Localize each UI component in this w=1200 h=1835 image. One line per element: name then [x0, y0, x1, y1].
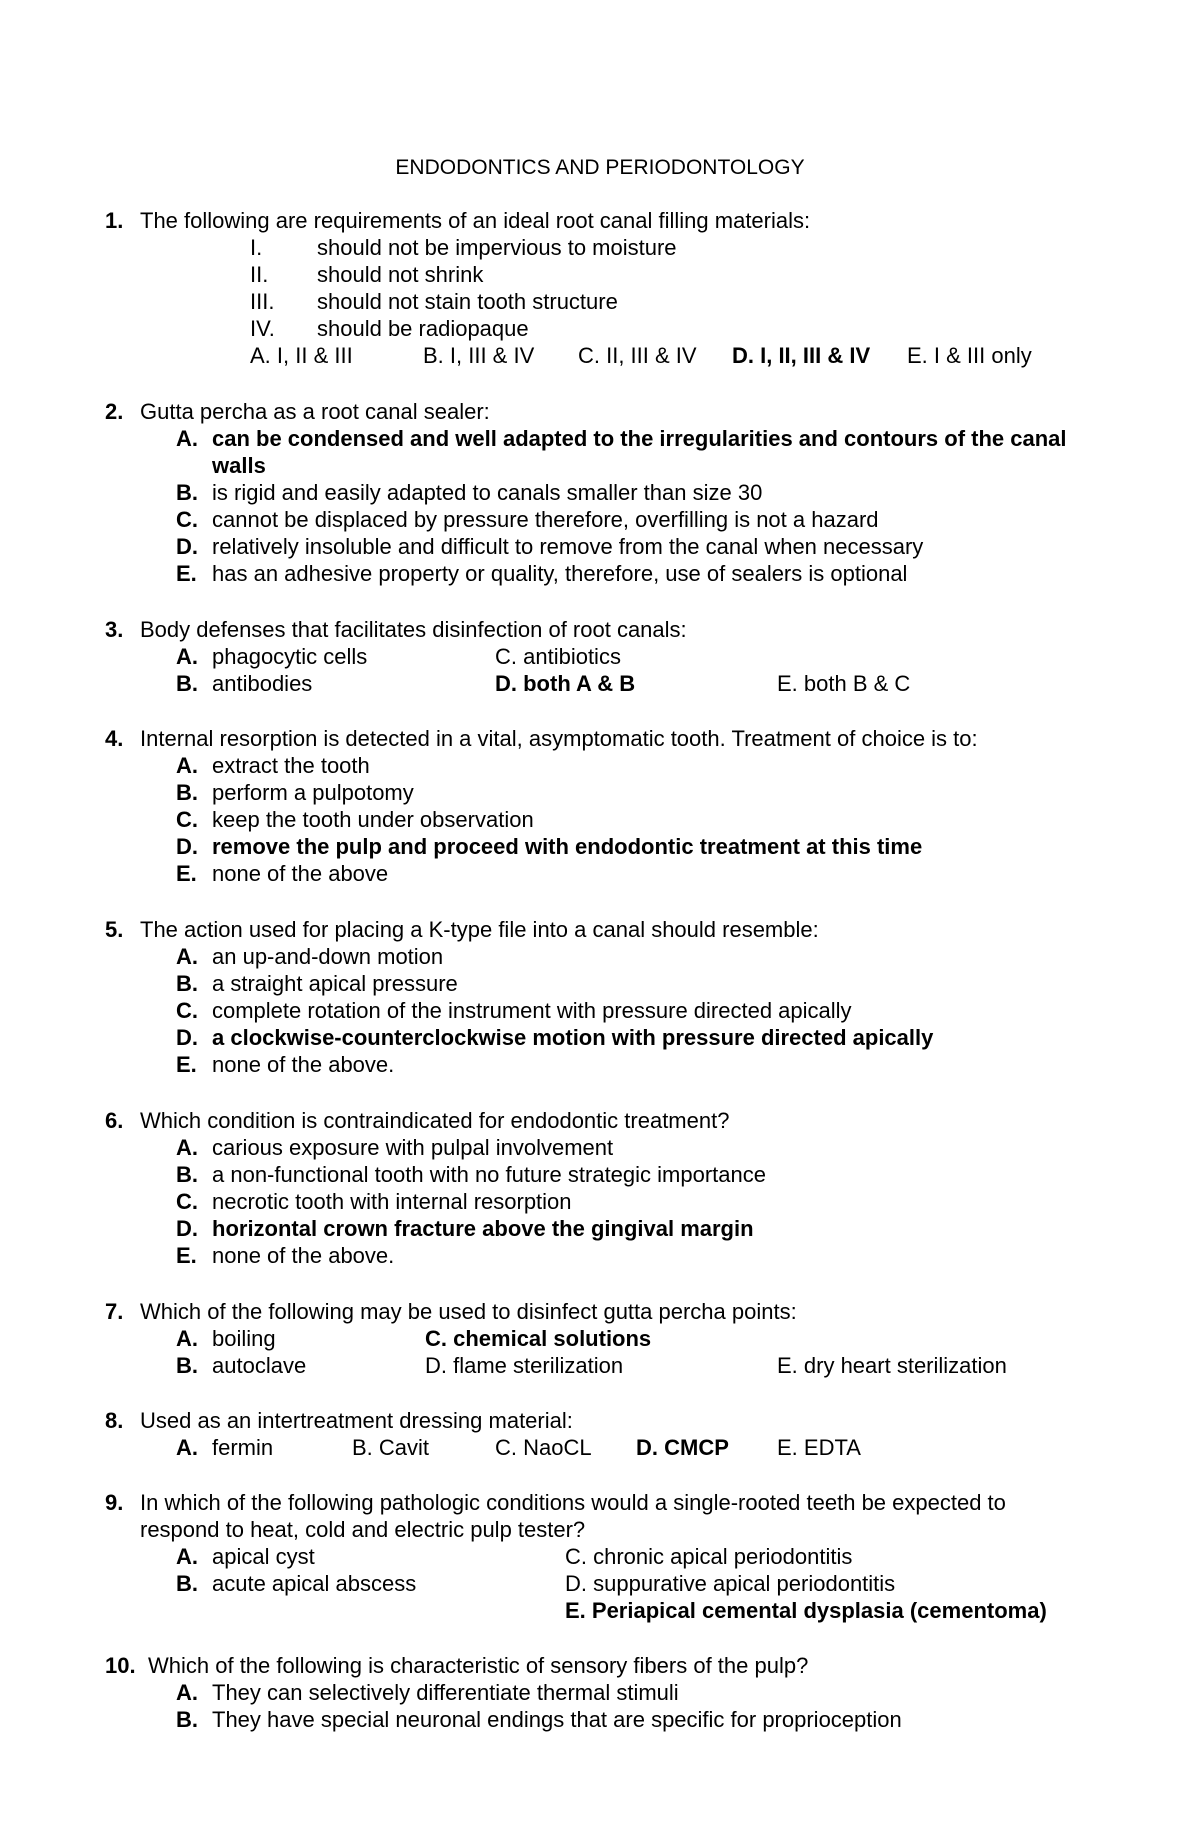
- question-number: 6.: [105, 1108, 124, 1133]
- question-number: 8.: [105, 1408, 124, 1433]
- option-b: B. I, III & IV: [423, 343, 535, 368]
- option-label: C.: [176, 1189, 198, 1214]
- option-label: A.: [176, 1135, 198, 1160]
- option-label: B.: [176, 1571, 198, 1596]
- option-label: D.: [176, 834, 198, 859]
- option-d-answer: D. CMCP: [636, 1435, 729, 1460]
- page-title: ENDODONTICS AND PERIODONTOLOGY: [395, 156, 805, 179]
- option-label: B.: [176, 780, 198, 805]
- question-number: 2.: [105, 399, 124, 424]
- option-label: B.: [176, 1353, 198, 1378]
- option-label: C.: [176, 807, 198, 832]
- roman-item: should be radiopaque: [317, 316, 529, 341]
- question-number: 10.: [105, 1653, 136, 1678]
- option-label: E.: [176, 561, 197, 586]
- option-d-answer: remove the pulp and proceed with endodontic treatment at this time: [212, 834, 923, 859]
- option-b: autoclave: [212, 1353, 307, 1378]
- question-number: 1.: [105, 208, 124, 233]
- option-d-answer: D. both A & B: [495, 671, 636, 696]
- option-e-answer: E. Periapical cemental dysplasia (cementoma): [565, 1598, 1047, 1623]
- option-c: complete rotation of the instrument with pressure directed apically: [212, 998, 852, 1023]
- option-label: A.: [176, 944, 198, 969]
- question-stem: The action used for placing a K-type file into a canal should resemble:: [140, 917, 819, 942]
- question-number: 4.: [105, 726, 124, 751]
- option-label: A.: [176, 426, 198, 451]
- option-d: D. flame sterilization: [425, 1353, 624, 1378]
- option-label: A.: [176, 1680, 198, 1705]
- option-a: phagocytic cells: [212, 644, 368, 669]
- option-label: D.: [176, 1216, 198, 1241]
- option-a: They can selectively differentiate thermal stimuli: [212, 1680, 679, 1705]
- option-a-answer-cont: walls: [212, 453, 266, 478]
- option-e: none of the above.: [212, 1052, 395, 1077]
- option-b: perform a pulpotomy: [212, 780, 414, 805]
- option-d-answer: horizontal crown fracture above the gingival margin: [212, 1216, 754, 1241]
- option-b: a non-functional tooth with no future strategic importance: [212, 1162, 766, 1187]
- option-d: relatively insoluble and difficult to remove from the canal when necessary: [212, 534, 924, 559]
- option-b: is rigid and easily adapted to canals smaller than size 30: [212, 480, 763, 505]
- option-label: D.: [176, 1025, 198, 1050]
- question-stem: Body defenses that facilitates disinfection of root canals:: [140, 617, 687, 642]
- option-label: C.: [176, 998, 198, 1023]
- roman-numeral: IV.: [250, 316, 275, 341]
- roman-numeral: II.: [250, 262, 269, 287]
- question-4: [105, 725, 1145, 887]
- option-a: fermin: [212, 1435, 274, 1460]
- question-stem: Which condition is contraindicated for endodontic treatment?: [140, 1108, 730, 1133]
- option-a: an up-and-down motion: [212, 944, 444, 969]
- option-label: C.: [176, 507, 198, 532]
- question-number: 9.: [105, 1490, 124, 1515]
- question-7: [105, 1298, 1145, 1379]
- option-d: D. suppurative apical periodontitis: [565, 1571, 896, 1596]
- option-label: A.: [176, 1435, 198, 1460]
- option-c: C. chronic apical periodontitis: [565, 1544, 853, 1569]
- option-label: B.: [176, 971, 198, 996]
- question-9: [105, 1489, 1145, 1624]
- question-number: 3.: [105, 617, 124, 642]
- option-label: E.: [176, 1243, 197, 1268]
- roman-numeral: III.: [250, 289, 275, 314]
- option-a: carious exposure with pulpal involvement: [212, 1135, 614, 1160]
- option-label: B.: [176, 1707, 198, 1732]
- option-b: antibodies: [212, 671, 313, 696]
- option-c: necrotic tooth with internal resorption: [212, 1189, 572, 1214]
- question-2: [105, 398, 1145, 587]
- question-3: [105, 616, 1145, 697]
- option-c: keep the tooth under observation: [212, 807, 534, 832]
- question-stem-cont: respond to heat, cold and electric pulp tester?: [140, 1517, 586, 1542]
- roman-item: should not stain tooth structure: [317, 289, 618, 314]
- option-label: B.: [176, 1162, 198, 1187]
- question-5: [105, 916, 1145, 1078]
- question-stem: In which of the following pathologic conditions would a single-rooted teeth be expected to: [140, 1490, 1006, 1515]
- option-a: apical cyst: [212, 1544, 315, 1569]
- option-e: E. both B & C: [777, 671, 911, 696]
- option-label: E.: [176, 1052, 197, 1077]
- option-label: A.: [176, 1326, 198, 1351]
- roman-item: should not be impervious to moisture: [317, 235, 677, 260]
- option-e: has an adhesive property or quality, therefore, use of sealers is optional: [212, 561, 908, 586]
- option-c: C. NaoCL: [495, 1435, 592, 1460]
- option-a: A. I, II & III: [250, 343, 353, 368]
- option-label: A.: [176, 753, 198, 778]
- option-b: acute apical abscess: [212, 1571, 417, 1596]
- question-stem: Gutta percha as a root canal sealer:: [140, 399, 490, 424]
- option-label: B.: [176, 480, 198, 505]
- option-e: none of the above: [212, 861, 389, 886]
- option-e: none of the above.: [212, 1243, 395, 1268]
- option-e: E. EDTA: [777, 1435, 861, 1460]
- roman-numeral: I.: [250, 235, 263, 260]
- option-a: boiling: [212, 1326, 276, 1351]
- question-stem: Used as an intertreatment dressing material:: [140, 1408, 573, 1433]
- option-label: A.: [176, 644, 198, 669]
- question-stem: Internal resorption is detected in a vital, asymptomatic tooth. Treatment of choice is to:: [140, 726, 978, 751]
- question-6: [105, 1107, 1145, 1269]
- question-number: 7.: [105, 1299, 124, 1324]
- option-label: D.: [176, 534, 198, 559]
- option-a: extract the tooth: [212, 753, 370, 778]
- option-label: A.: [176, 1544, 198, 1569]
- question-stem: The following are requirements of an ideal root canal filling materials:: [140, 208, 811, 233]
- option-a-answer: can be condensed and well adapted to the irregularities and contours of the canal: [212, 426, 1067, 451]
- option-c: C. antibiotics: [495, 644, 621, 669]
- question-1: [105, 207, 1145, 369]
- option-b: B. Cavit: [352, 1435, 430, 1460]
- question-8: [105, 1407, 1145, 1461]
- option-b: They have special neuronal endings that are specific for proprioception: [212, 1707, 902, 1732]
- option-e: E. I & III only: [907, 343, 1032, 368]
- question-number: 5.: [105, 917, 124, 942]
- option-d-answer: D. I, II, III & IV: [732, 343, 871, 368]
- option-e: E. dry heart sterilization: [777, 1353, 1007, 1378]
- option-d-answer: a clockwise-counterclockwise motion with pressure directed apically: [212, 1025, 934, 1050]
- question-stem: Which of the following is characteristic of sensory fibers of the pulp?: [148, 1653, 809, 1678]
- question-10: [105, 1652, 1145, 1733]
- option-label: B.: [176, 671, 198, 696]
- option-c-answer: C. chemical solutions: [425, 1326, 652, 1351]
- option-c: C. II, III & IV: [578, 343, 697, 368]
- option-b: a straight apical pressure: [212, 971, 458, 996]
- roman-item: should not shrink: [317, 262, 484, 287]
- option-c: cannot be displaced by pressure therefore, overfilling is not a hazard: [212, 507, 879, 532]
- option-label: E.: [176, 861, 197, 886]
- question-stem: Which of the following may be used to disinfect gutta percha points:: [140, 1299, 797, 1324]
